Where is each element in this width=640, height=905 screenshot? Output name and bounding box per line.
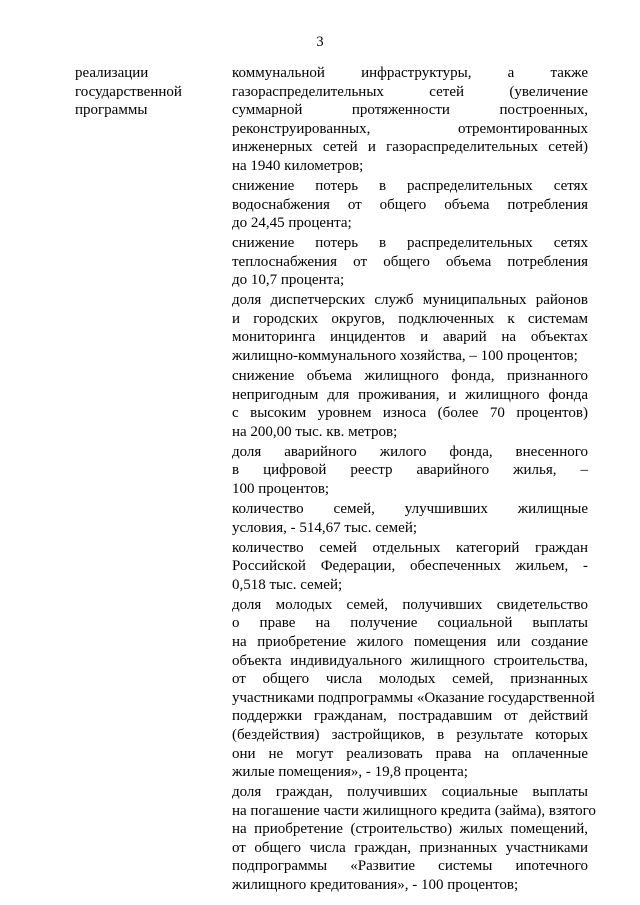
- indicator-line: в цифровой реестр аварийного жилья, –: [232, 462, 588, 479]
- indicator-line: они не могут реализовать права на оплаченные: [232, 745, 588, 762]
- indicator-line: от общего числа граждан, признанных участниками: [232, 839, 588, 856]
- indicator-line: 100 процентов;: [232, 481, 330, 498]
- indicator-line: количество семей отдельных категорий граждан: [232, 539, 588, 556]
- row-label-line: реализации: [75, 65, 149, 81]
- indicator-line: на 1940 километров;: [232, 157, 364, 174]
- row-label-column: [75, 64, 210, 120]
- indicator-line: от общего числа молодых семей, признанных: [232, 671, 588, 688]
- indicator-paragraph: [232, 539, 588, 595]
- indicator-line: Российской Федерации, обеспеченных жильем, -: [232, 558, 588, 575]
- indicator-line: о праве на получение социальной выплаты: [232, 615, 588, 632]
- indicator-line: реконструированных, отремонтированных: [232, 120, 588, 137]
- indicator-line: (бездействия) застройщиков, в результате которых: [232, 726, 588, 743]
- indicator-paragraph: [232, 367, 588, 441]
- row-label-line: государственной: [75, 83, 182, 100]
- indicator-line: снижение потерь в распределительных сетях: [232, 235, 588, 252]
- indicator-paragraph: [232, 177, 588, 233]
- indicator-line: суммарной протяженности построенных,: [232, 102, 588, 119]
- indicator-paragraph: [232, 443, 588, 499]
- indicator-line: участниками подпрограммы «Оказание государственной: [232, 689, 595, 706]
- indicator-line: коммунальной инфраструктуры, а также: [232, 65, 588, 81]
- row-label-line: программы: [75, 102, 148, 119]
- indicator-line: с высоким уровнем износа (более 70 процентов): [232, 405, 588, 422]
- indicator-line: газораспределительных сетей (увеличение: [232, 83, 588, 100]
- indicator-paragraph: [232, 783, 596, 895]
- indicator-line: 0,518 тыс. семей;: [232, 576, 343, 593]
- indicator-line: количество семей, улучшивших жилищные: [232, 501, 588, 517]
- indicator-line: на погашение части жилищного кредита (займа), взятого: [232, 802, 596, 819]
- indicator-line: до 10,7 процента;: [232, 272, 345, 289]
- indicator-paragraph: [232, 500, 588, 537]
- indicator-line: непригодным для проживания, и жилищного фонда: [232, 386, 588, 403]
- indicator-paragraph: [232, 234, 588, 290]
- indicator-line: доля граждан, получивших социальные выплаты: [232, 784, 588, 801]
- indicator-line: подпрограммы «Развитие системы ипотечного: [232, 858, 588, 875]
- indicator-line: на 200,00 тыс. кв. метров;: [232, 423, 398, 440]
- indicator-line: мониторинга инцидентов и аварий на объектах: [232, 329, 588, 346]
- indicator-line: доля аварийного жилого фонда, внесенного: [232, 443, 588, 460]
- indicator-line: инженерных сетей и газораспределительных сетей): [232, 139, 588, 156]
- page-number: 3: [316, 34, 324, 50]
- indicator-paragraph: [232, 596, 595, 782]
- indicator-line: теплоснабжения от общего объема потребления: [232, 253, 588, 270]
- indicator-line: доля молодых семей, получивших свидетельство: [232, 596, 588, 613]
- indicator-line: поддержки гражданам, пострадавшим от действий: [232, 708, 588, 725]
- indicator-line: водоснабжения от общего объема потребления: [232, 196, 588, 213]
- indicator-line: на приобретение (строительство) жилых помещений,: [232, 821, 588, 838]
- indicators-column: [232, 64, 596, 896]
- indicator-line: снижение объема жилищного фонда, признанного: [232, 368, 588, 385]
- indicator-line: жилищно-коммунального хозяйства, – 100 процентов;: [232, 348, 578, 365]
- indicator-line: жилые помещения», - 19,8 процента;: [232, 764, 468, 781]
- indicator-paragraph: [232, 291, 588, 365]
- indicator-line: объекта индивидуального жилищного строительства,: [232, 652, 588, 669]
- indicator-line: доля диспетчерских служб муниципальных районов: [232, 292, 588, 309]
- indicator-line: до 24,45 процента;: [232, 215, 352, 232]
- indicator-line: на приобретение жилого помещения или создание: [232, 633, 588, 650]
- indicator-paragraph: [232, 64, 588, 176]
- indicator-line: условия, - 514,67 тыс. семей;: [232, 519, 418, 536]
- indicator-line: жилищного кредитования», - 100 процентов;: [232, 877, 519, 894]
- indicator-line: снижение потерь в распределительных сетях: [232, 177, 588, 194]
- indicator-line: и городских округов, подключенных к системам: [232, 310, 588, 327]
